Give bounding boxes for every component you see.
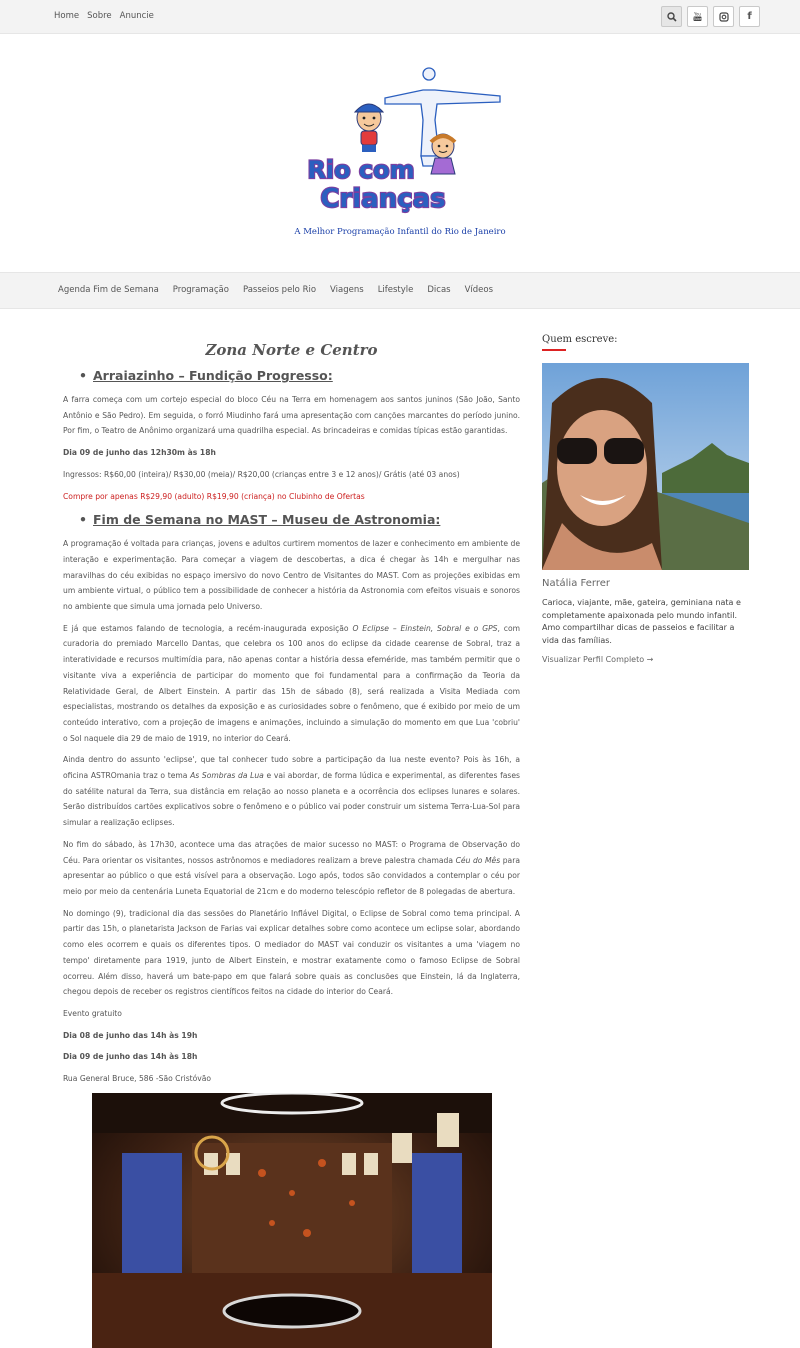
- nav-viagens[interactable]: Viagens: [330, 285, 364, 295]
- youtube-icon: [692, 11, 703, 22]
- facebook-icon: f: [747, 11, 752, 22]
- logo-illustration: [305, 60, 505, 225]
- instagram-icon: [719, 12, 729, 22]
- event-desc-arraiazinho: A farra começa com um cortejo especial do bloco Céu na Terra em homenagem aos santos juninos (São João, Santo Antônio e São Pedro). Em seguida, o forró Miudinho fará uma apresentação com canções marcantes do período junino. Por fim, o Teatro de Anônimo organizará uma quadrilha especial. As brincadeiras e comidas típicas estão garantidas.: [63, 395, 520, 436]
- site-logo[interactable]: [305, 60, 505, 225]
- mast-date-1: Dia 08 de junho das 14h às 19h: [63, 1030, 198, 1040]
- top-nav-anuncie[interactable]: Anuncie: [119, 11, 154, 21]
- nav-dicas[interactable]: Dicas: [427, 285, 451, 295]
- author-bio: Carioca, viajante, mãe, gateira, geminiana nata e completamente apaixonada pelo mundo infantil. Amo compartilhar dicas de passeios e facilitar a vida das famílias.: [542, 598, 741, 645]
- event-prices-arraiazinho: Ingressos: R$60,00 (inteira)/ R$30,00 (meia)/ R$20,00 (crianças entre 3 e 12 anos)/ Grátis (até 03 anos): [63, 469, 460, 479]
- promo-link[interactable]: Compre por apenas R$29,90 (adulto) R$19,90 (criança) no Clubinho de Ofertas: [63, 491, 365, 501]
- youtube-button[interactable]: [687, 6, 708, 27]
- author-name: Natália Ferrer: [542, 578, 610, 589]
- main-nav: [0, 272, 800, 309]
- event-title-arraiazinho[interactable]: • Arraiazinho – Fundição Progresso:: [79, 368, 333, 383]
- nav-passeios[interactable]: Passeios pelo Rio: [242, 285, 317, 295]
- sidebar-title-underline: [542, 349, 566, 351]
- mast-paragraph-3: Ainda dentro do assunto 'eclipse', que tal conhecer tudo sobre a participação da lua neste evento? Pois às 16h, a oficina ASTROmania traz o tema As Sombras da Lua e vai abordar, de forma lúdica e experimental, as diferentes fases do satélite natural da Terra, sua distância em relação ao nosso planeta e a ocorrência dos eclipses lunares e solares. Serão distribuídos cartões explicativos sobre o fenômeno e o público vai poder construir um sistema Terra-Lua-Sol para simular a realização eclipses.: [63, 755, 521, 828]
- event-title-mast-text: Fim de Semana no MAST – Museu de Astronomia:: [93, 512, 441, 528]
- mast-address: Rua General Bruce, 586 -São Cristóvão: [63, 1074, 212, 1084]
- top-bar: [0, 0, 800, 34]
- social-icons: [661, 6, 760, 27]
- facebook-button[interactable]: [739, 6, 760, 27]
- mast-paragraph-5: No domingo (9), tradicional dia das sessões do Planetário Inflável Digital, o Eclipse de Sobral como tema principal. A partir das 15h, o planetarista Jackson de Farias vai explicar detalhes sobre como acontece um eclipse solar, abordando como eles ocorrem e quais os diferentes tipos. O mediador do MAST vai conduzir os visitantes a uma 'viagem no tempo' diretamente para 1919, junto de Albert Einstein, e mostrar exatamente como o famoso Eclipse de Sobral ocorreu. Além disso, haverá um bate-papo em que falará sobre quais as conclusões que Einstein, lá da Inglaterra, chegou depois de receber os registros científicos feitos na cidade do interior do Ceará.: [63, 908, 520, 997]
- search-button[interactable]: [661, 6, 682, 27]
- view-profile-link[interactable]: Visualizar Perfil Completo →: [542, 655, 654, 664]
- mast-paragraph-4: No fim do sábado, às 17h30, acontece uma das atrações de maior sucesso no MAST: o Programa de Observação do Céu. Para orientar os visitantes, nossos astrônomos e mediadores realizam a breve palestra chamada Céu do Mês para apresentar ao público o que está visível para a observação. Logo após, todos são convidados a contemplar o céu por meio por meio da centenária Luneta Equatorial de 21cm e do moderno telescópio refletor de 8 polegadas de abertura.: [63, 839, 520, 896]
- article-content: [63, 340, 520, 1348]
- section-title: Zona Norte e Centro: [205, 341, 378, 359]
- top-nav-sobre[interactable]: Sobre: [87, 11, 112, 21]
- logo-line-1: Rio com: [307, 156, 415, 184]
- event-title-mast[interactable]: • Fim de Semana no MAST – Museu de Astronomia:: [79, 512, 441, 528]
- nav-agenda[interactable]: Agenda Fim de Semana: [58, 285, 159, 295]
- site-tagline: A Melhor Programação Infantil do Rio de Janeiro: [294, 227, 506, 237]
- search-icon: [667, 12, 677, 22]
- nav-programacao[interactable]: Programação: [172, 285, 229, 295]
- event-title-arraiazinho-text: Arraiazinho – Fundição Progresso:: [93, 368, 333, 383]
- mast-paragraph-1: A programação é voltada para crianças, jovens e adultos curtirem momentos de lazer e conhecimento em ambiente de interação e experimentação. Para começar a viagem de descobertas, a dica é chegar às 14h e mergulhar nas maravilhas do céu exibidas no espaço imersivo do novo Centro de Visitantes do MAST. Com as projeções exibidas em um ambiente virtual, o público tem a possibilidade de conhecer a história da Astronomia com efeitos visuais e sonoros no ambiente que simula uma jornada pelo Universo.: [63, 539, 520, 612]
- museum-photo: [92, 1093, 492, 1348]
- instagram-button[interactable]: [713, 6, 734, 27]
- logo-line-2: Crianças: [320, 184, 446, 214]
- top-nav: [54, 11, 154, 21]
- nav-videos[interactable]: Vídeos: [464, 285, 494, 295]
- svg-text:Tube: Tube: [693, 17, 702, 21]
- mast-free-label: Evento gratuito: [63, 1008, 122, 1018]
- sidebar: [542, 334, 749, 664]
- mast-date-2: Dia 09 de junho das 14h às 18h: [63, 1052, 198, 1062]
- sidebar-title: Quem escreve:: [542, 334, 618, 345]
- nav-lifestyle[interactable]: Lifestyle: [377, 285, 414, 295]
- mast-paragraph-2: E já que estamos falando de tecnologia, a recém-inaugurada exposição O Eclipse – Einstein, Sobral e o GPS, com curadoria do premiado Marcello Dantas, que celebra os 100 anos do eclipse da cidade cearense de Sobral, traz a interatividade e recursos multimídia para, não apenas contar a história dessa efeméride, mas também permitir que o visitante viva a experiência de participar do momento que foi fundamental para a confirmação da Teoria da Relatividade Geral, de Albert Einstein. A partir das 15h de sábado (8), será realizada a Visita Mediada com especialistas, mostrando os detalhes da exposição e as curiosidades sobre o fenômeno, que é exibido por meio de um conteúdo interativo, com a projeção de imagens e animações, incluindo a simulação do momento em que Lua 'cobriu' o Sol naquele dia 29 de maio de 1919, no interior do Ceará.: [63, 623, 521, 743]
- top-nav-home[interactable]: Home: [54, 11, 80, 21]
- svg-text:You: You: [694, 11, 701, 17]
- event-date-arraiazinho: Dia 09 de junho das 12h30m às 18h: [63, 448, 216, 458]
- author-photo: [542, 363, 749, 570]
